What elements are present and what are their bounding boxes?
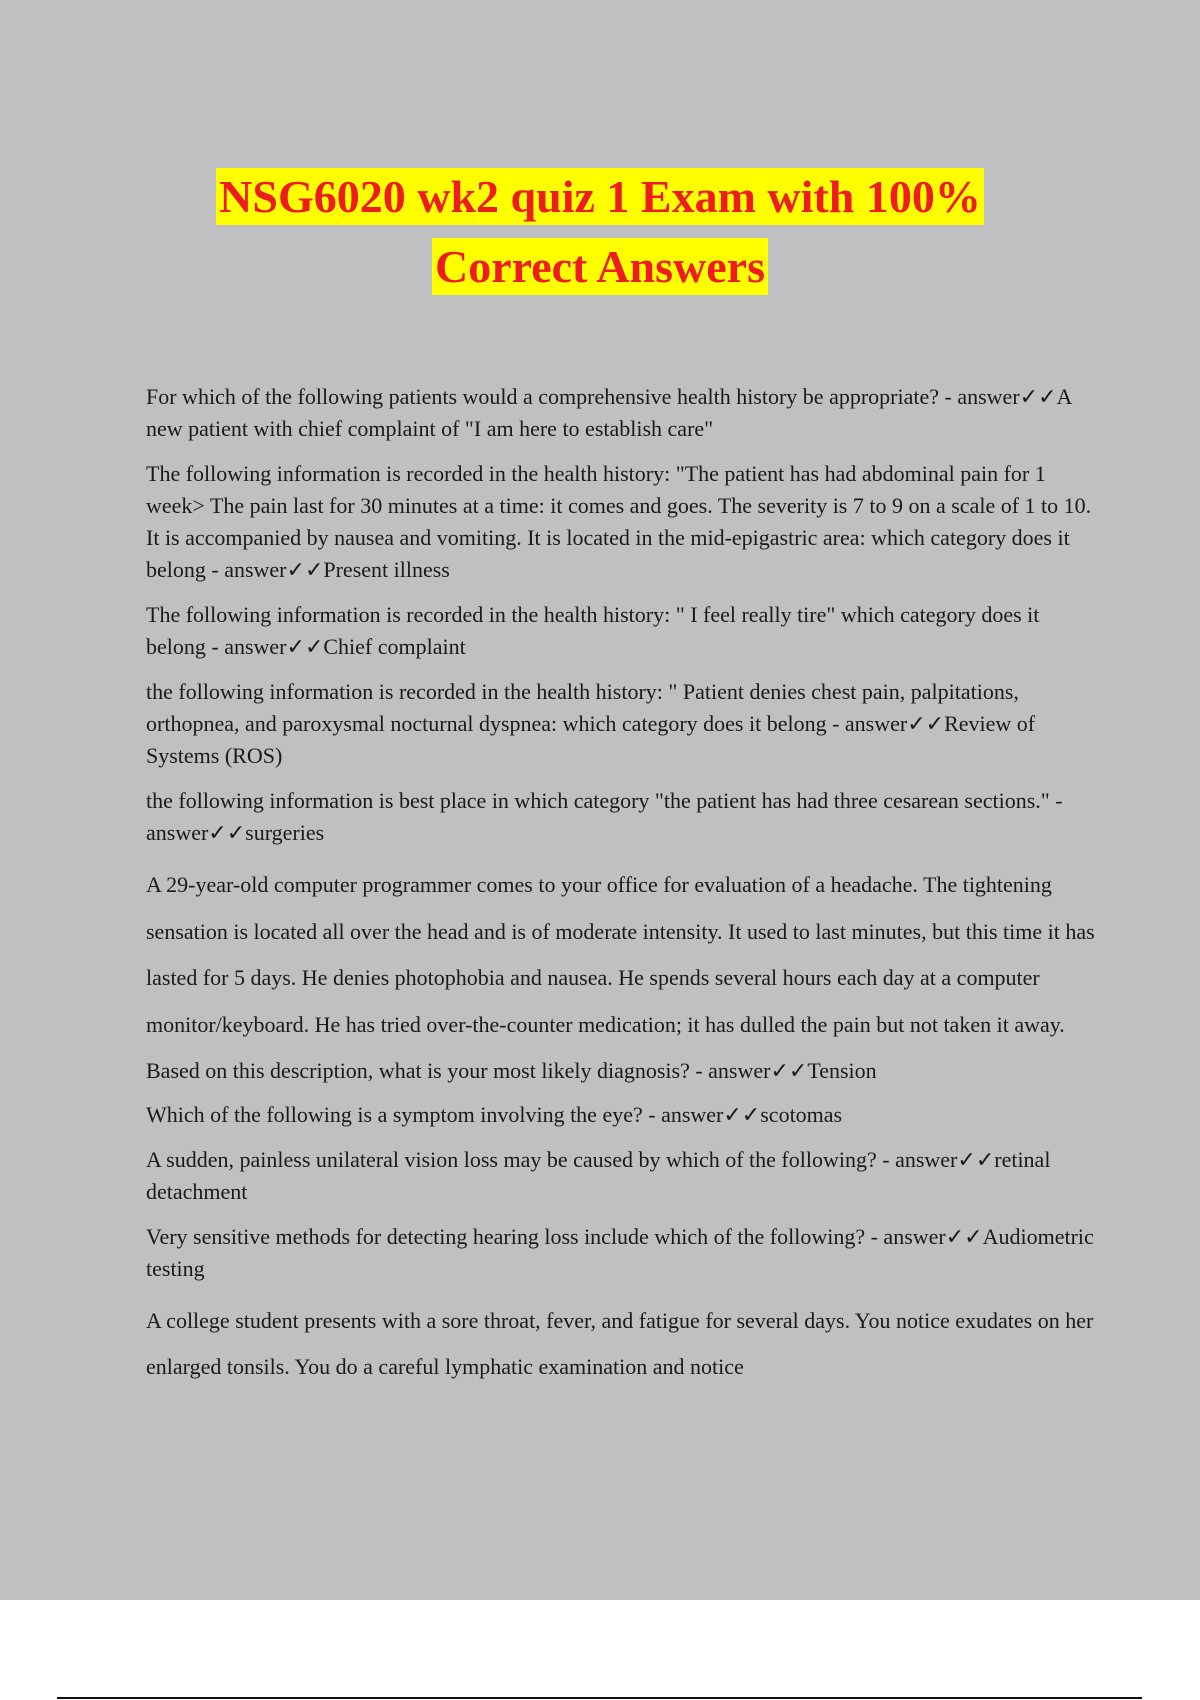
qa-item: Very sensitive methods for detecting hearing loss include which of the following? - answer✓✓Audiometric testing bbox=[146, 1223, 1094, 1281]
qa-item: Which of the following is a symptom involving the eye? - answer✓✓scotomas bbox=[146, 1101, 843, 1127]
qa-item: A sudden, painless unilateral vision loss may be caused by which of the following? - answer✓✓retinal detachment bbox=[146, 1146, 1051, 1204]
title-line-2: Correct Answers bbox=[432, 238, 768, 295]
qa-item: the following information is best place in which category "the patient has had three cesarean sections." - answer✓✓surgeries bbox=[146, 788, 1063, 845]
qa-item: the following information is recorded in the health history: " Patient denies chest pain, palpitations, orthopnea, and paroxysmal nocturnal dyspnea: which category does it belong - answer✓✓Review of Systems (ROS) bbox=[146, 679, 1036, 768]
qa-item: A college student presents with a sore throat, fever, and fatigue for several days. You notice exudates on her enlarged tonsils. You do a careful lymphatic examination and notice bbox=[146, 1307, 1094, 1379]
document-title bbox=[0, 168, 1200, 308]
page-divider bbox=[57, 1697, 1142, 1699]
qa-item: For which of the following patients would a comprehensive health history be appropriate? - answer✓✓A new patient with chief complaint of "I am here to establish care" bbox=[146, 384, 1072, 441]
qa-list bbox=[146, 381, 1096, 1391]
qa-item: A 29-year-old computer programmer comes to your office for evaluation of a headache. The tightening sensation is located all over the head and is of moderate intensity. It used to last minutes, but this time it has lasted for 5 days. He denies photophobia and nausea. He spends several hours each day at a computer monitor/keyboard. He has tried over-the-counter medication; it has dulled the pain but not taken it away. Based on this description, what is your most likely diagnosis? - answer✓✓Tension bbox=[146, 872, 1095, 1083]
title-line-1: NSG6020 wk2 quiz 1 Exam with 100% bbox=[216, 168, 984, 225]
qa-item: The following information is recorded in the health history: "The patient has had abdominal pain for 1 week> The pain last for 30 minutes at a time: it comes and goes. The severity is 7 to 9 on a scale of 1 to 10. It is accompanied by nausea and vomiting. It is located in the mid-epigastric area: which category does it belong - answer✓✓Present illness bbox=[146, 461, 1092, 582]
qa-item: The following information is recorded in the health history: " I feel really tire" which category does it belong - answer✓✓Chief complaint bbox=[146, 602, 1040, 659]
